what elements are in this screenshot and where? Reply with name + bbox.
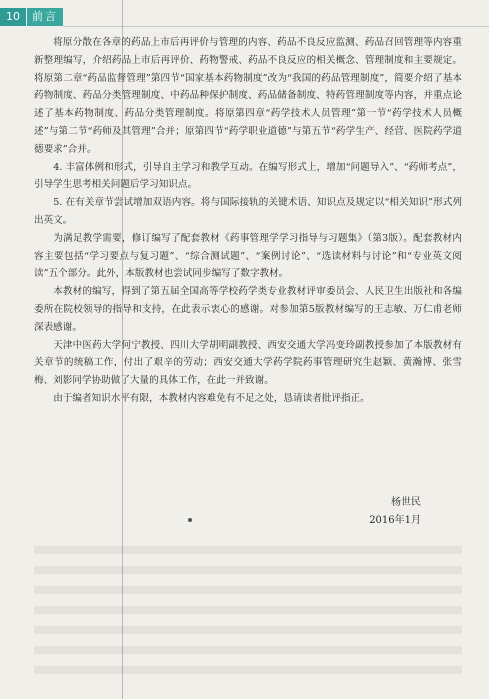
bleed-through-line [34,606,462,614]
bleed-through-line [34,566,462,574]
page-number: 10 [0,8,26,26]
paragraph-1: 将原分散在各章的药品上市后再评价与管理的内容、药品不良反应监测、药品召回管理等内容重新整理编写，介绍药品上市后再评价、药物警戒、药品不良反应的相关概念、管理制度和主要规定。将原第二章“药品监督管理”第四节“国家基本药物制度”改为“我国的药品管理制度”，简要介绍了基本药物制度、药品分类管理制度、中药品种保护制度、药品储备制度、特药管理制度等内容，并重点论述了基本药物制度、药品分类管理制度。将原第四章“药学技术人员管理”第一节“药学技术人员概述”与第二节“药师及其管理”合并；原第四节“药学职业道德”与第五节“药学生产、经营、医院药学道德要求”合并。 [34,37,462,155]
preface-body [34,34,462,408]
paragraph-4: 为满足教学需要，修订编写了配套教材《药事管理学学习指导与习题集》（第3版）。配套教材内容主要包括“学习要点与复习题”、“综合测试题”、“案例讨论”、“选读材料与讨论”和“专业英文阅读”五个部分。此外，本版教材也尝试同步编写了数字教材。 [34,232,462,280]
page-mark [188,518,192,522]
author-name: 杨世民 [391,497,421,508]
bleed-through-line [34,626,462,634]
page-header [0,6,489,28]
bleed-through-line [34,586,462,594]
header-rule [63,26,489,27]
signature-date: 2016年1月 [369,515,421,526]
bleed-through-line [34,546,462,554]
paragraph-2: 4. 丰富体例和形式，引导自主学习和教学互动。在编写形式上，增加“问题导入”、“药师考点”，引导学生思考相关问题后学习知识点。 [34,161,462,191]
paragraph-3: 5. 在有关章节尝试增加双语内容。将与国际接轨的关键术语、知识点及规定以“相关知识”形式列出英文。 [34,197,462,226]
section-title: 前言 [27,8,63,26]
signature-block [369,494,421,530]
paragraph-5: 本教材的编写，得到了第五届全国高等学校药学类专业教材评审委员会、人民卫生出版社和各编委所在院校领导的指导和支持，在此表示衷心的感谢。对参加第5版教材编写的王志敏、万仁甫老师深表感谢。 [34,286,462,333]
bleed-through-line [34,646,462,654]
paragraph-6: 天津中医药大学何宁教授、四川大学胡明副教授、西安交通大学冯变玲副教授参加了本版教材有关章节的统稿工作，付出了艰辛的劳动；西安交通大学药学院药事管理研究生赵颖、黄瀚博、张雪梅、刘影同学协助做了大量的具体工作，在此一并致谢。 [34,339,462,387]
paragraph-7: 由于编者知识水平有限，本教材内容难免有不足之处，恳请读者批评指正。 [53,392,370,404]
bleed-through-line [34,666,462,674]
